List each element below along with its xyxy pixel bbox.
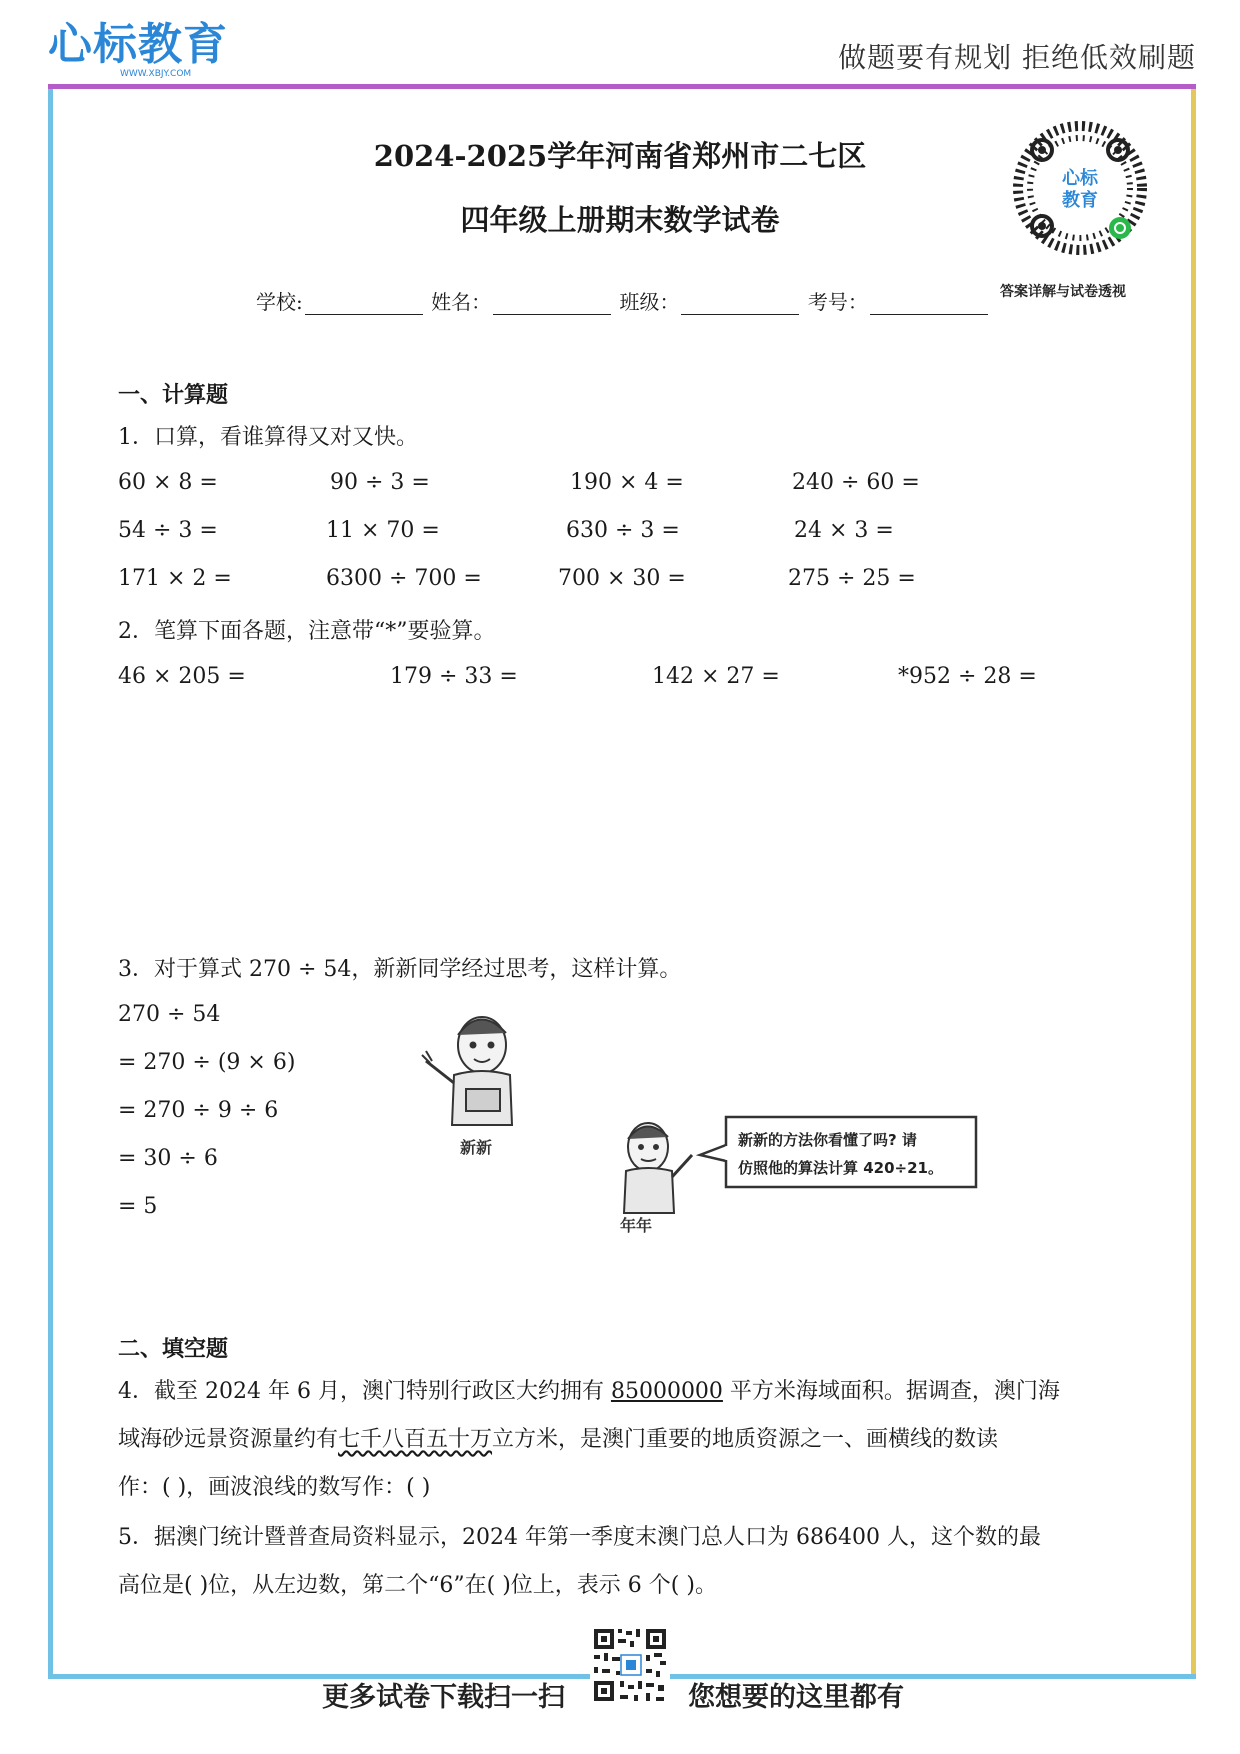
header-slogan: 做题要有规划 拒绝低效刷题 [838, 41, 1196, 74]
mental-math-item: 171 × 2 = [118, 566, 232, 591]
question-2-prompt: 2．笔算下面各题，注意带“*”要验算。 [118, 619, 496, 644]
calc-step: = 30 ÷ 6 [118, 1146, 218, 1171]
mental-math-item: 54 ÷ 3 = [118, 518, 218, 543]
exam-no-label: 考号： [807, 290, 868, 314]
mental-math-item: 275 ÷ 25 = [788, 566, 916, 591]
exam-no-field[interactable] [870, 294, 988, 315]
boy-niannian-figure [624, 1123, 692, 1213]
mental-math-item: 11 × 70 = [326, 518, 440, 543]
name-label: 姓名： [431, 290, 492, 314]
qr-logo-bottom: 教育 [1062, 190, 1098, 211]
boy-xinxin-figure [422, 1017, 512, 1125]
mental-math-item: 60 × 8 = [118, 470, 218, 495]
brand-logo: 心标教育 [48, 19, 228, 70]
header-divider [48, 84, 1196, 89]
class-field[interactable] [681, 294, 799, 315]
question-4-line-1 [118, 1374, 1128, 1405]
school-field[interactable] [305, 294, 423, 315]
question-5-line-1: 5．据澳门统计暨普查局资料显示，2024 年第一季度末澳门总人口为 686400 人，这个数的最 [118, 1525, 1041, 1550]
mental-math-item: 190 × 4 = [570, 470, 684, 495]
calc-step: 270 ÷ 54 [118, 1002, 221, 1027]
mental-math-item: 90 ÷ 3 = [330, 470, 430, 495]
question-3-illustration [420, 1005, 990, 1235]
q4-text: 平方米海域面积。据调查，澳门海 [722, 1379, 1060, 1404]
written-calc-item: 179 ÷ 33 = [390, 664, 518, 689]
class-label: 班级： [619, 290, 680, 314]
speech-bubble [700, 1117, 976, 1187]
question-1-prompt: 1．口算，看谁算得又对又快。 [118, 425, 418, 450]
written-calc-item: 142 × 27 = [652, 664, 780, 689]
section-heading-calculation: 一、计算题 [118, 383, 229, 408]
written-calc-item: *952 ÷ 28 = [898, 664, 1037, 689]
q4-text: 域海砂远景资源量约有 [118, 1427, 339, 1452]
page-frame-left [48, 89, 53, 1674]
q4-text: 4．截至 2024 年 6 月，澳门特别行政区大约拥有 [118, 1379, 611, 1404]
school-label: 学校: [256, 290, 303, 314]
written-calc-item: 46 × 205 = [118, 664, 246, 689]
underlined-number: 85000000 [610, 1379, 723, 1404]
mental-math-item: 630 ÷ 3 = [566, 518, 680, 543]
section-heading-fill-blank: 二、填空题 [118, 1337, 229, 1362]
question-5-line-2: 高位是( )位，从左边数，第二个“6”在( )位上，表示 6 个( )。 [118, 1573, 717, 1598]
mental-math-item: 6300 ÷ 700 = [326, 566, 482, 591]
calc-step: = 5 [118, 1194, 158, 1219]
page-frame-right [1191, 89, 1196, 1674]
wavy-underlined-number: 七千八百五十万 [338, 1427, 493, 1452]
mental-math-item: 240 ÷ 60 = [792, 470, 920, 495]
question-4-line-2 [118, 1422, 1128, 1453]
q4-text: 立方米，是澳门重要的地质资源之一、画横线的数读 [492, 1427, 999, 1452]
char-name-xinxin: 新新 [460, 1138, 493, 1157]
bubble-line-2: 仿照他的算法计算 420÷21。 [738, 1159, 943, 1177]
brand-url: WWW.XBJY.COM [120, 69, 192, 79]
char-name-niannian: 年年 [620, 1216, 653, 1235]
question-3-prompt: 3．对于算式 270 ÷ 54，新新同学经过思考，这样计算。 [118, 957, 682, 982]
question-4-line-3: 作：( )，画波浪线的数写作：( ) [118, 1475, 431, 1500]
qr-logo-top: 心标 [1062, 168, 1098, 189]
student-info-line [256, 286, 990, 315]
footer-right-text: 您想要的这里都有 [688, 1682, 904, 1713]
qr-caption: 答案详解与试卷透视 [1000, 284, 1126, 300]
name-field[interactable] [493, 294, 611, 315]
qr-code-icon[interactable] [1012, 120, 1148, 256]
footer-left-text: 更多试卷下载扫一扫 [322, 1682, 565, 1713]
calc-step: = 270 ÷ (9 × 6) [118, 1050, 296, 1075]
footer-qr-code-icon[interactable] [590, 1625, 670, 1707]
mental-math-item: 24 × 3 = [794, 518, 894, 543]
bubble-line-1: 新新的方法你看懂了吗? 请 [738, 1131, 917, 1149]
exam-title-line2: 四年级上册期末数学试卷 [460, 203, 780, 237]
calc-step: = 270 ÷ 9 ÷ 6 [118, 1098, 279, 1123]
mental-math-item: 700 × 30 = [558, 566, 686, 591]
exam-title-line1: 2024-2025学年河南省郑州市二七区 [373, 139, 867, 173]
